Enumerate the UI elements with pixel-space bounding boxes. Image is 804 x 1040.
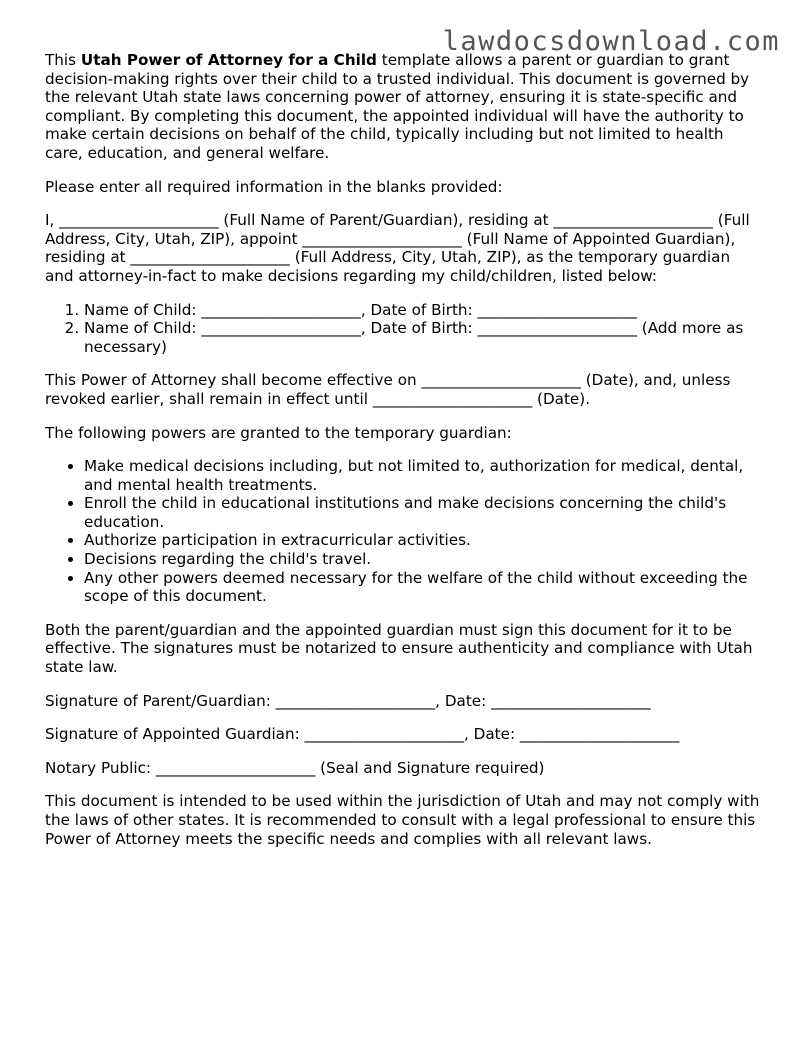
list-item: 1. Name of Child: _____________________, Date of Birth: _____________________ bbox=[84, 301, 763, 320]
intro-suffix: template allows a parent or guardian to grant decision-making rights over their child to a trusted individual. This document is governed by the relevant Utah state laws concerning power of attorney, ensuring it is state-specific and compliant. By completing this document, the appointed individual will have the authority to make certain decisions on behalf of the child, typically including but not limited to health care, education, and general welfare. bbox=[45, 51, 750, 162]
list-item: • Make medical decisions including, but not limited to, authorization for medical, dental, and mental health treatments. bbox=[84, 457, 763, 494]
appointment-paragraph: I, _____________________ (Full Name of Parent/Guardian), residing at _____________________ (Full Address, City, Utah, ZIP), appoint _____________________ (Full Name of Appointed Guardian), residing at _____________________ (Full Address, City, Utah, ZIP), as the temporary guardian and attorney-in-fact to make decisions regarding my child/children, listed below: bbox=[45, 211, 750, 285]
list-item: • Any other powers deemed necessary for the welfare of the child without exceeding the scope of this document. bbox=[84, 569, 763, 606]
powers-intro: The following powers are granted to the temporary guardian: bbox=[45, 423, 512, 442]
watermark: lawdocsdownload.com bbox=[442, 26, 780, 57]
list-item: • Enroll the child in educational institutions and make decisions concerning the child's education. bbox=[84, 494, 763, 531]
signature-parent-line: Signature of Parent/Guardian: _____________________, Date: _____________________ bbox=[45, 691, 651, 710]
list-item: • Decisions regarding the child's travel. bbox=[84, 550, 763, 569]
document-body bbox=[45, 51, 763, 863]
signature-note: Both the parent/guardian and the appointed guardian must sign this document for it to be effective. The signatures must be notarized to ensure authenticity and compliance with Utah state law. bbox=[45, 620, 753, 677]
signature-appointed-line: Signature of Appointed Guardian: _____________________, Date: _____________________ bbox=[45, 725, 680, 744]
notary-line: Notary Public: _____________________ (Seal and Signature required) bbox=[45, 758, 545, 777]
powers-list bbox=[45, 457, 763, 606]
list-item: 2. Name of Child: _____________________, Date of Birth: _____________________ (Add more as necessary) bbox=[84, 319, 763, 356]
instruction-paragraph: Please enter all required information in the blanks provided: bbox=[45, 177, 503, 196]
list-item: • Authorize participation in extracurricular activities. bbox=[84, 531, 763, 550]
intro-prefix: This bbox=[45, 51, 81, 69]
document-title: Utah Power of Attorney for a Child bbox=[80, 51, 377, 69]
disclaimer-paragraph: This document is intended to be used within the jurisdiction of Utah and may not comply with the laws of other states. It is recommended to consult with a legal professional to ensure this Power of Attorney meets the specific needs and complies with all relevant laws. bbox=[45, 792, 760, 848]
children-list bbox=[45, 301, 763, 357]
effective-paragraph: This Power of Attorney shall become effective on _____________________ (Date), and, unless revoked earlier, shall remain in effect until _____________________ (Date). bbox=[45, 371, 731, 408]
intro-paragraph bbox=[45, 51, 763, 163]
